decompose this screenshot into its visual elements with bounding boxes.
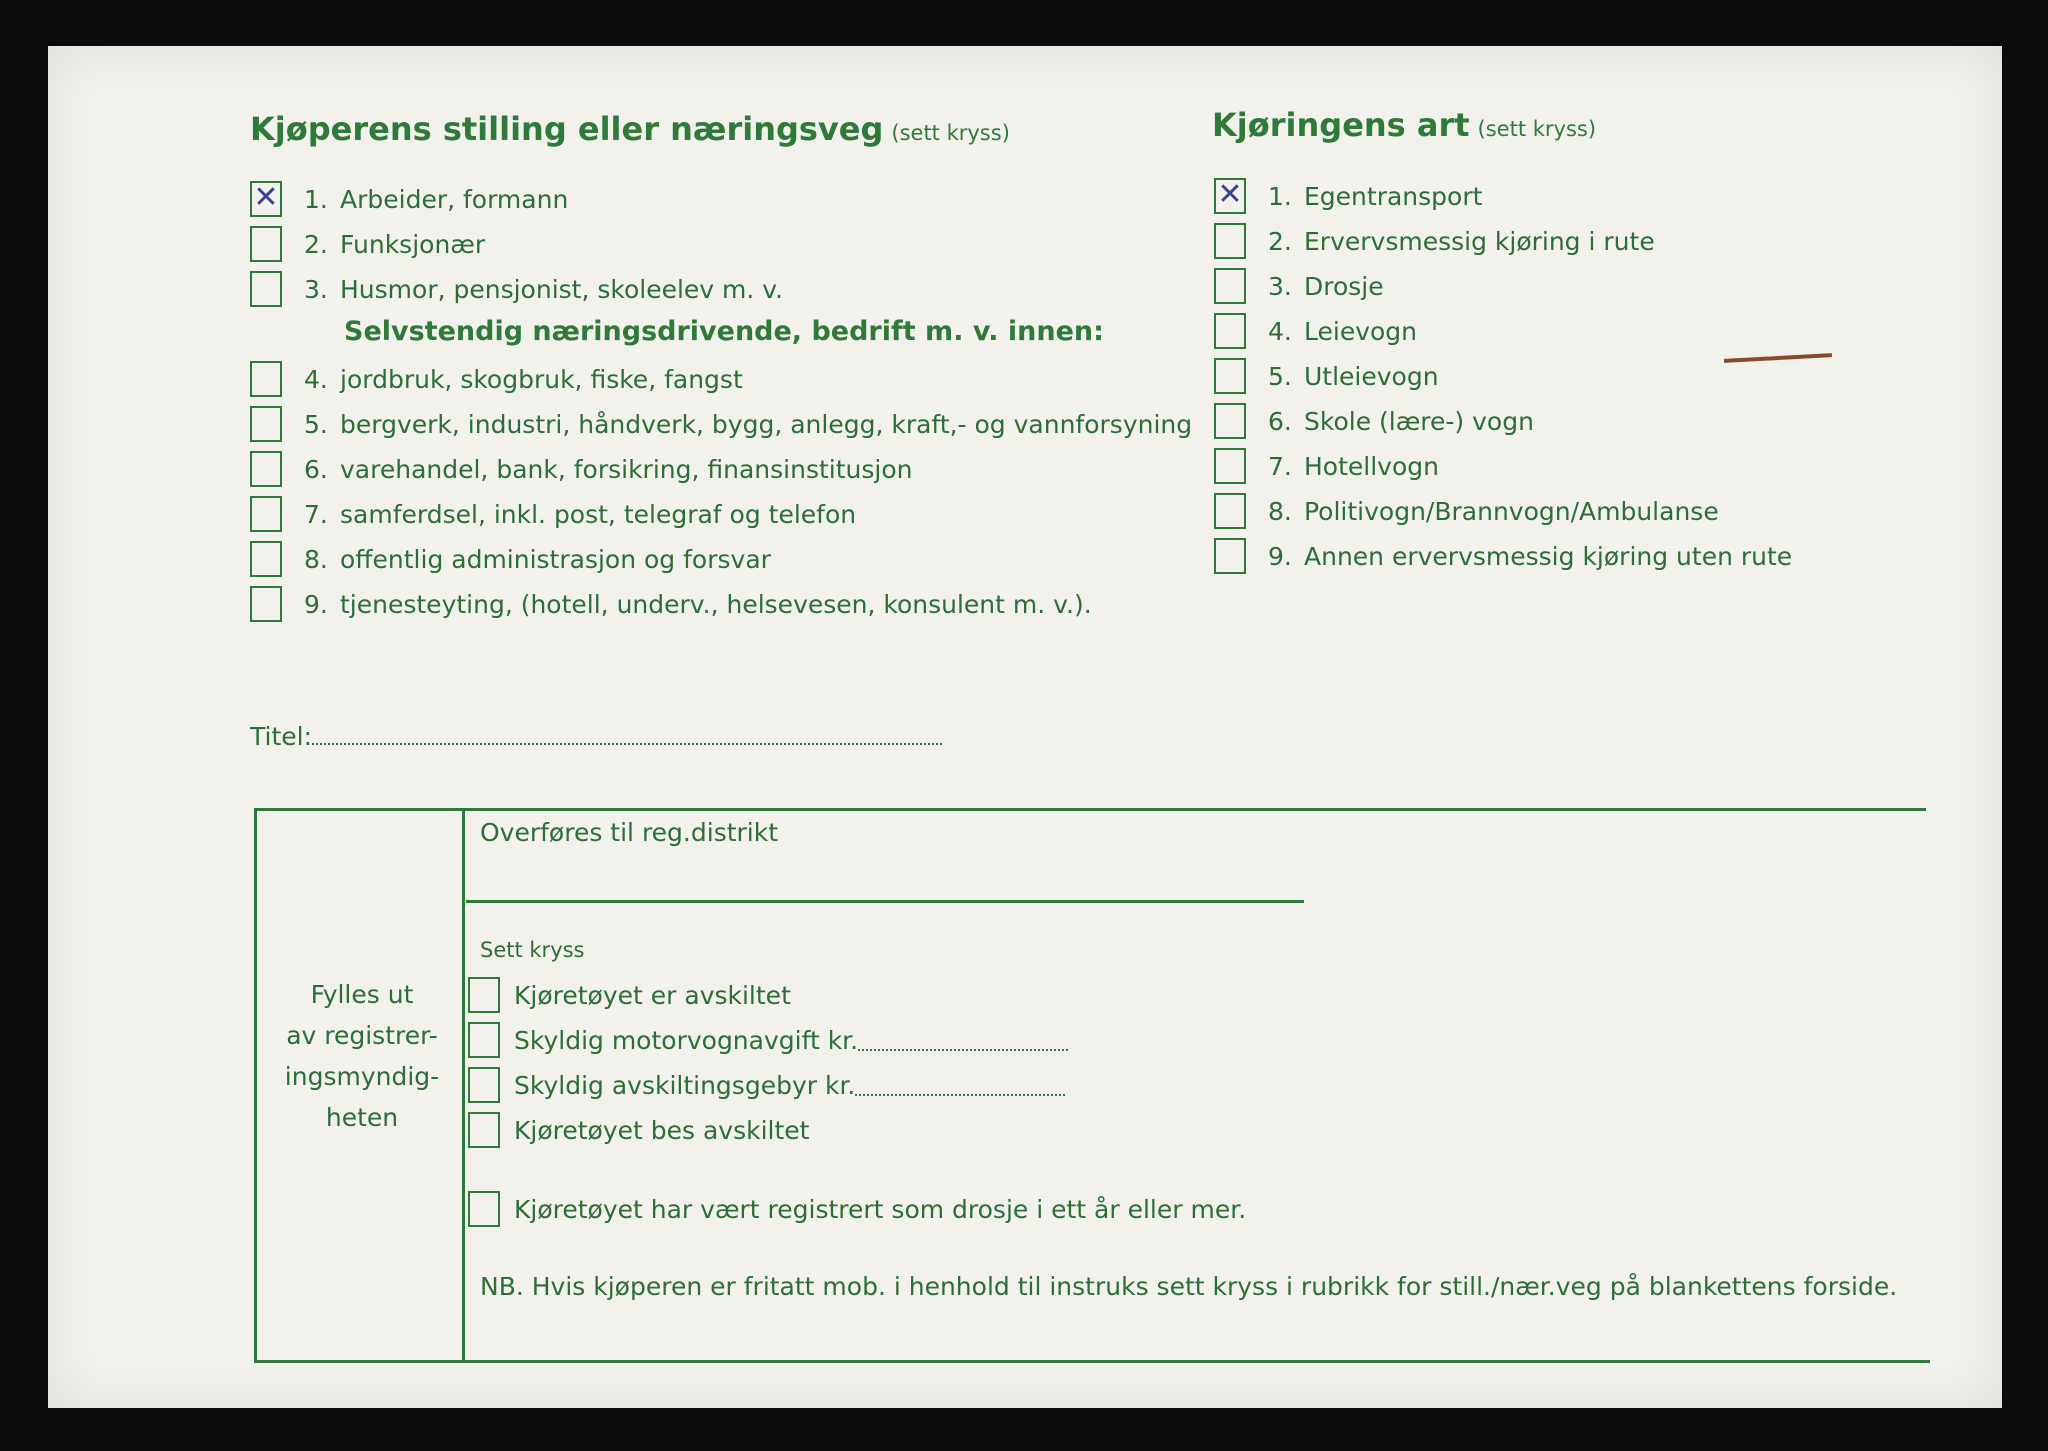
option-label: offentlig administrasjon og forsvar [340, 544, 771, 574]
option-label: Funksjonær [340, 229, 486, 259]
option-number: 1. [304, 184, 328, 214]
checkbox[interactable] [250, 361, 282, 397]
option-number: 5. [1268, 361, 1292, 391]
check-mark-icon [1216, 360, 1244, 392]
nb-note: NB. Hvis kjøperen er fritatt mob. i henhold til instruks sett kryss i rubrikk for still./nær.veg på blankettens forside. [480, 1272, 1898, 1301]
check-mark-icon [252, 273, 280, 305]
pen-mark [1724, 353, 1832, 363]
amount-dotted-line[interactable] [855, 1074, 1065, 1096]
check-mark-icon [1216, 495, 1244, 527]
option-number: 7. [1268, 451, 1292, 481]
option-label: varehandel, bank, forsikring, finansinstitusjon [340, 454, 913, 484]
amount-dotted-line[interactable] [858, 1029, 1068, 1051]
option-label: tjenesteyting, (hotell, underv., helsevesen, konsulent m. v.). [340, 589, 1092, 619]
buyer-option-3[interactable] [250, 270, 783, 308]
driving-option-5[interactable] [1214, 357, 1439, 395]
checkbox[interactable] [1214, 268, 1246, 304]
side-label-line: av registrer- [286, 1021, 438, 1050]
driving-type-heading [1212, 106, 1596, 144]
option-number: 2. [304, 229, 328, 259]
check-mark-icon [1216, 270, 1244, 302]
buyer-occupation-heading [250, 110, 1010, 148]
checkbox[interactable] [468, 977, 500, 1013]
reg-check-motorvognavgift[interactable] [468, 1021, 1068, 1059]
option-number: 3. [304, 274, 328, 304]
option-label: samferdsel, inkl. post, telegraf og telefon [340, 499, 857, 529]
titel-field[interactable] [250, 722, 942, 751]
checkbox[interactable] [1214, 538, 1246, 574]
check-label: Skyldig motorvognavgift kr. [514, 1025, 859, 1055]
reg-check-avskiltet[interactable] [468, 976, 791, 1014]
side-label-line: ingsmyndig- [284, 1062, 440, 1091]
checkbox[interactable] [250, 406, 282, 442]
reg-check-drosje[interactable] [468, 1190, 1246, 1228]
checkbox[interactable] [1214, 178, 1246, 214]
option-label: Egentransport [1304, 181, 1483, 211]
check-mark-icon: ✕ [253, 180, 279, 215]
checkbox[interactable] [1214, 493, 1246, 529]
check-mark-icon [1216, 405, 1244, 437]
option-label: Annen ervervsmessig kjøring uten rute [1304, 541, 1793, 571]
buyer-occupation-title: Kjøperens stilling eller næringsveg [250, 110, 884, 148]
option-label: Drosje [1304, 271, 1384, 301]
option-number: 8. [304, 544, 328, 574]
checkbox[interactable] [468, 1022, 500, 1058]
driving-type-hint: (sett kryss) [1477, 117, 1597, 141]
driving-option-7[interactable] [1214, 447, 1439, 485]
option-label: Husmor, pensjonist, skoleelev m. v. [340, 274, 784, 304]
titel-label: Titel: [250, 722, 312, 751]
buyer-option-2[interactable] [250, 225, 485, 263]
driving-option-4[interactable] [1214, 312, 1417, 350]
check-label: Kjøretøyet har vært registrert som drosje i ett år eller mer. [514, 1194, 1247, 1224]
option-number: 9. [304, 589, 328, 619]
sett-kryss-label: Sett kryss [480, 938, 585, 962]
reg-check-bes-avskiltet[interactable] [468, 1111, 809, 1149]
checkbox[interactable] [1214, 403, 1246, 439]
option-number: 3. [1268, 271, 1292, 301]
option-label: Ervervsmessig kjøring i rute [1304, 226, 1655, 256]
buyer-option-7[interactable] [250, 495, 856, 533]
check-mark-icon: ✕ [1217, 177, 1243, 212]
self-employed-subheading: Selvstendig næringsdrivende, bedrift m. v. innen: [344, 316, 1104, 347]
check-label: Kjøretøyet bes avskiltet [514, 1115, 810, 1145]
checkbox[interactable] [250, 451, 282, 487]
buyer-option-1[interactable] [250, 180, 568, 218]
box-top-border [254, 808, 1926, 811]
checkbox[interactable] [250, 496, 282, 532]
checkbox[interactable] [250, 181, 282, 217]
checkbox[interactable] [1214, 313, 1246, 349]
driving-option-9[interactable] [1214, 537, 1792, 575]
option-label: Leievogn [1304, 316, 1418, 346]
option-label: Arbeider, formann [340, 184, 569, 214]
driving-option-1[interactable] [1214, 177, 1482, 215]
option-number: 6. [1268, 406, 1292, 436]
option-label: bergverk, industri, håndverk, bygg, anlegg, kraft,- og vannforsyning [340, 409, 1193, 439]
buyer-option-9[interactable] [250, 585, 1092, 623]
driving-option-6[interactable] [1214, 402, 1534, 440]
option-label: Skole (lære-) vogn [1304, 406, 1534, 436]
option-label: Utleievogn [1304, 361, 1439, 391]
buyer-option-5[interactable] [250, 405, 1192, 443]
option-number: 4. [1268, 316, 1292, 346]
option-number: 5. [304, 409, 328, 439]
option-number: 7. [304, 499, 328, 529]
buyer-option-8[interactable] [250, 540, 771, 578]
driving-option-8[interactable] [1214, 492, 1719, 530]
checkbox[interactable] [468, 1067, 500, 1103]
buyer-occupation-hint: (sett kryss) [891, 121, 1010, 145]
check-mark-icon [252, 228, 280, 260]
transfer-label: Overføres til reg.distrikt [480, 818, 779, 847]
check-mark-icon [1216, 540, 1244, 572]
option-number: 1. [1268, 181, 1292, 211]
checkbox[interactable] [1214, 223, 1246, 259]
check-mark-icon [1216, 225, 1244, 257]
registry-authority-label [264, 974, 460, 1138]
check-label: Kjøretøyet er avskiltet [514, 980, 791, 1010]
checkbox[interactable] [1214, 358, 1246, 394]
side-label-line: Fylles ut [310, 980, 414, 1009]
option-label: jordbruk, skogbruk, fiske, fangst [340, 364, 743, 394]
checkbox[interactable] [468, 1112, 500, 1148]
checkbox[interactable] [1214, 448, 1246, 484]
box-bottom-border [254, 1360, 1930, 1363]
buyer-option-4[interactable] [250, 360, 743, 398]
driving-option-3[interactable] [1214, 267, 1384, 305]
check-mark-icon [1216, 315, 1244, 347]
transfer-underline [466, 900, 1304, 903]
option-number: 6. [304, 454, 328, 484]
option-number: 4. [304, 364, 328, 394]
option-number: 9. [1268, 541, 1292, 571]
check-mark-icon [1216, 450, 1244, 482]
box-column-divider [462, 808, 465, 1363]
driving-option-2[interactable] [1214, 222, 1655, 260]
form-sheet [48, 46, 2002, 1408]
option-label: Hotellvogn [1304, 451, 1439, 481]
checkbox[interactable] [468, 1191, 500, 1227]
box-left-border [254, 808, 257, 1363]
side-label-line: heten [325, 1103, 399, 1132]
option-number: 2. [1268, 226, 1292, 256]
option-label: Politivogn/Brannvogn/Ambulanse [1304, 496, 1719, 526]
checkbox[interactable] [250, 226, 282, 262]
titel-dotted-line[interactable] [312, 723, 942, 745]
checkbox[interactable] [250, 586, 282, 622]
driving-type-title: Kjøringens art [1212, 106, 1470, 144]
buyer-option-6[interactable] [250, 450, 913, 488]
check-label: Skyldig avskiltingsgebyr kr. [514, 1070, 856, 1100]
checkbox[interactable] [250, 541, 282, 577]
option-number: 8. [1268, 496, 1292, 526]
checkbox[interactable] [250, 271, 282, 307]
reg-check-avskiltingsgebyr[interactable] [468, 1066, 1065, 1104]
